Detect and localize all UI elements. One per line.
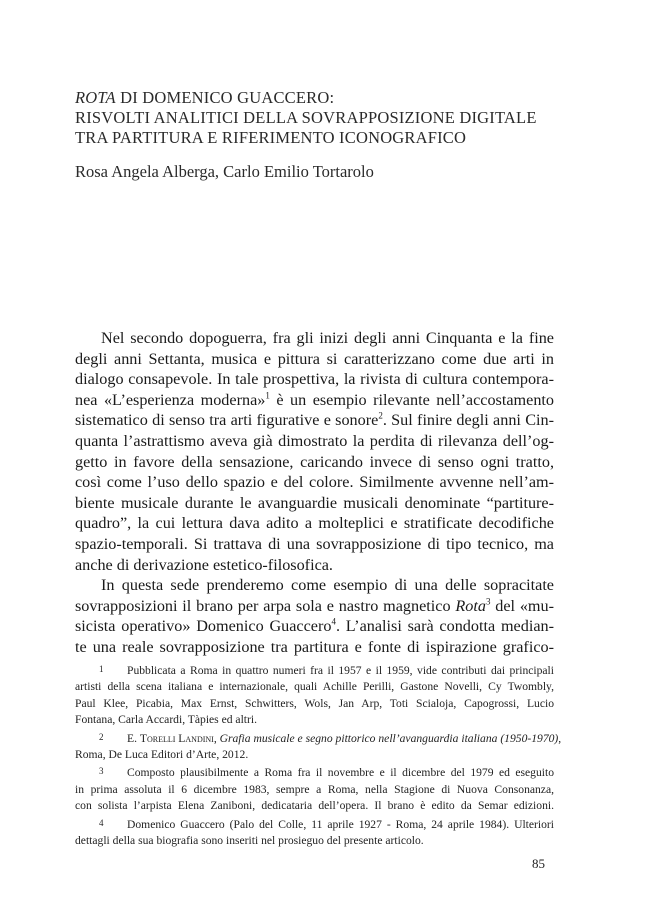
footnote-ref-3[interactable]: 3 [485, 596, 491, 607]
body-text-segment: sistematico di senso tra arti figurative e sonore [75, 411, 379, 430]
footnote-line: artisti della scena italiana e internazionale, quali Achille Perilli, Gastone Novelli, Cy Twombly, [75, 680, 554, 694]
body-text-segment: del «mu- [490, 596, 554, 615]
title-line-2: RISVOLTI ANALITICI DELLA SOVRAPPOSIZIONE DIGITALE [75, 108, 537, 127]
body-line: dialogo consapevole. In tale prospettiva, la rivista di cultura contempora- [75, 370, 554, 389]
body-line [75, 390, 554, 411]
footnote-ref-4[interactable]: 4 [331, 616, 336, 627]
footnote-line: in prima assoluta il 6 dicembre 1983, sempre a Roma, nella Stagione di Nuova Consonanza, [75, 782, 554, 796]
footnote-number: 4 [99, 817, 104, 828]
footnote-line [75, 815, 554, 833]
footnote-line: dettagli della sua biografia sono inseriti nel prosieguo del presente articolo. [75, 834, 424, 848]
footnote-line [75, 763, 554, 781]
body-line: te una reale sovrapposizione tra partitura e fonte di ispirazione grafico- [75, 637, 554, 656]
title-line-1-rest: DI DOMENICO GUACCERO: [115, 88, 335, 107]
body-line [75, 616, 554, 637]
footnote-text: Composto plausibilmente a Roma fra il novembre e il dicembre del 1979 ed eseguito [127, 766, 554, 780]
body-line: biente musicale durante le avanguardie musicali denominate “partiture- [75, 493, 554, 512]
body-text-segment: sicista operativo» Domenico Guaccero [75, 617, 332, 636]
footnote-ref-1[interactable]: 1 [265, 390, 270, 401]
body-line: anche di derivazione estetico-filosofica. [75, 555, 333, 574]
body-line: quadro”, la cui lettura dava adito a molteplici e stratificate decodifiche [75, 514, 554, 533]
title-line-1 [75, 88, 575, 108]
title-line-3: TRA PARTITURA E RIFERIMENTO ICONOGRAFICO [75, 128, 467, 147]
work-title-italic: Rota [455, 596, 486, 615]
article-title [75, 88, 575, 148]
footnote-line [75, 729, 562, 747]
body-line: degli anni Settanta, musica e pittura si caratterizzano come due arti in [75, 349, 554, 368]
footnote-text: , [558, 731, 562, 745]
body-line: getto in favore della sensazione, caricando invece di senso ogni tratto, [75, 452, 554, 471]
body-line [75, 410, 554, 431]
body-text-segment: è un esempio rilevante nell’accostamento [269, 390, 555, 409]
body-text [75, 328, 554, 658]
body-text-segment: nea «L’esperienza moderna» [75, 390, 266, 409]
body-line: così come l’uso dello spazio e del colore. Similmente avvenne nell’am- [75, 473, 554, 492]
article-authors: Rosa Angela Alberga, Carlo Emilio Tortarolo [75, 162, 374, 181]
footnote-book-title: Grafia musicale e segno pittorico nell’avanguardia italiana (1950-1970) [219, 731, 559, 745]
footnotes [75, 661, 562, 849]
footnote-author-smallcaps: Torelli Landini [139, 731, 214, 745]
body-text-segment: . Sul finire degli anni Cin- [382, 411, 554, 430]
footnote-number: 3 [99, 766, 104, 777]
footnote-text: Pubblicata a Roma in quattro numeri fra il 1957 e il 1959, vide contributi dai principali [127, 664, 554, 677]
body-line [75, 596, 554, 617]
footnote-number: 1 [99, 664, 104, 674]
footnote-line: Roma, De Luca Editori d’Arte, 2012. [75, 748, 249, 762]
footnote-line: Fontana, Carla Accardi, Tàpies ed altri. [75, 713, 258, 727]
footnote-text: E. [127, 731, 140, 745]
footnote-ref-2[interactable]: 2 [378, 410, 383, 421]
footnote-text: Domenico Guaccero (Palo del Colle, 11 aprile 1927 - Roma, 24 aprile 1984). Ulteriori [127, 817, 554, 831]
title-italic-word: ROTA [75, 88, 116, 107]
body-line: spazio-temporali. Si trattava di una sovrapposizione di tipo tecnico, ma [75, 534, 554, 553]
body-text-segment: sovrapposizioni il brano per arpa sola e nastro magnetico [75, 596, 456, 615]
body-line: quanta l’astrattismo aveva già dimostrato la perdita di rilevanza dell’og- [75, 431, 554, 450]
body-line: In questa sede prenderemo come esempio di una delle sopracitate [101, 576, 554, 595]
footnote-line [75, 661, 554, 679]
footnote-line: Paul Klee, Picabia, Max Ernst, Schwitters, Wols, Jan Arp, Toti Scialoja, Capogrossi, Lucio [75, 696, 554, 710]
footnote-line: con solista l’arpista Elena Zaniboni, dedicataria dell’opera. Il brano è edito da Semar edizioni. [75, 799, 554, 813]
body-text-segment: . L’analisi sarà condotta median- [335, 617, 554, 636]
body-line: Nel secondo dopoguerra, fra gli inizi degli anni Cinquanta e la fine [101, 329, 554, 347]
footnote-text: , [213, 731, 220, 745]
page-number: 85 [532, 856, 545, 871]
footnote-number: 2 [99, 731, 104, 742]
